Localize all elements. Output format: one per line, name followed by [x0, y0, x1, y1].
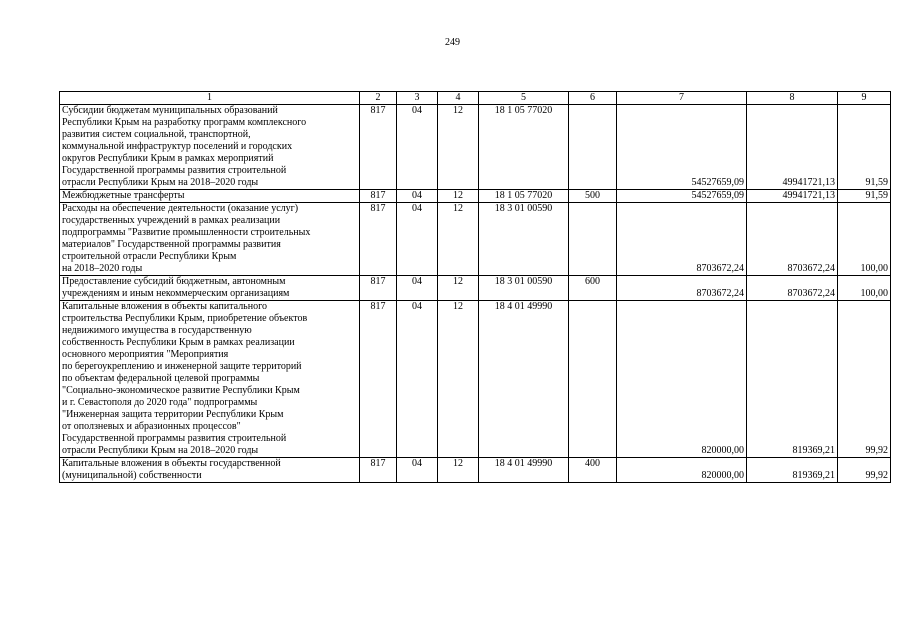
target-article-code: 18 4 01 49990: [479, 458, 569, 483]
header-col-4: 4: [438, 92, 479, 105]
section-code: 04: [397, 301, 438, 458]
header-row: [60, 92, 891, 105]
header-col-1: 1: [60, 92, 360, 105]
header-col-8: 8: [747, 92, 838, 105]
executed-amount: 8703672,24: [747, 276, 838, 301]
ministry-code: 817: [360, 190, 397, 203]
item-name: Субсидии бюджетам муниципальных образований Республики Крым на разработку программ комплексного развития систем социальной, транспортной, коммунальной инфраструктур поселений и городских округов Республики Крым в рамках мероприятий Государственной программы развития строительной отрасли Республики Крым на 2018–2020 годы: [60, 105, 360, 190]
header-col-2: 2: [360, 92, 397, 105]
execution-percent: 99,92: [838, 301, 891, 458]
subsection-code: 12: [438, 203, 479, 276]
subsection-code: 12: [438, 301, 479, 458]
header-col-3: 3: [397, 92, 438, 105]
execution-percent: 99,92: [838, 458, 891, 483]
table-row: [60, 203, 891, 276]
header-col-5: 5: [479, 92, 569, 105]
table-row: [60, 458, 891, 483]
ministry-code: 817: [360, 203, 397, 276]
expense-type-code: [569, 203, 617, 276]
table-row: [60, 301, 891, 458]
section-code: 04: [397, 276, 438, 301]
execution-percent: 100,00: [838, 276, 891, 301]
planned-amount: 8703672,24: [617, 203, 747, 276]
item-name: Капитальные вложения в объекты капитального строительства Республики Крым, приобретение объектов недвижимого имущества в государственную собственность Республики Крым в рамках реализации основного мероприятия "Мероприятия по берегоукреплению и инженерной защите территорий по объектам федеральной целевой программы "Социально-экономическое развитие Республики Крым и г. Севастополя до 2020 года" подпрограммы "Инженерная защита территории Республики Крым от оползневых и абразионных процессов" Государственной программы развития строительной отрасли Республики Крым на 2018–2020 годы: [60, 301, 360, 458]
target-article-code: 18 4 01 49990: [479, 301, 569, 458]
execution-percent: 100,00: [838, 203, 891, 276]
expense-type-code: 400: [569, 458, 617, 483]
executed-amount: 819369,21: [747, 301, 838, 458]
target-article-code: 18 3 01 00590: [479, 276, 569, 301]
header-col-9: 9: [838, 92, 891, 105]
expense-type-code: [569, 105, 617, 190]
target-article-code: 18 1 05 77020: [479, 105, 569, 190]
ministry-code: 817: [360, 301, 397, 458]
ministry-code: 817: [360, 105, 397, 190]
planned-amount: 54527659,09: [617, 190, 747, 203]
execution-percent: 91,59: [838, 105, 891, 190]
item-name: Предоставление субсидий бюджетным, автономным учреждениям и иным некоммерческим организациям: [60, 276, 360, 301]
ministry-code: 817: [360, 276, 397, 301]
section-code: 04: [397, 203, 438, 276]
subsection-code: 12: [438, 458, 479, 483]
executed-amount: 49941721,13: [747, 190, 838, 203]
target-article-code: 18 1 05 77020: [479, 190, 569, 203]
item-name: Межбюджетные трансферты: [60, 190, 360, 203]
section-code: 04: [397, 458, 438, 483]
section-code: 04: [397, 190, 438, 203]
table-row: [60, 105, 891, 190]
page-number: 249: [445, 37, 460, 48]
planned-amount: 54527659,09: [617, 105, 747, 190]
subsection-code: 12: [438, 105, 479, 190]
expense-type-code: 600: [569, 276, 617, 301]
executed-amount: 8703672,24: [747, 203, 838, 276]
budget-table: [59, 91, 891, 483]
expense-type-code: 500: [569, 190, 617, 203]
execution-percent: 91,59: [838, 190, 891, 203]
table-row: [60, 190, 891, 203]
table-row: [60, 276, 891, 301]
executed-amount: 49941721,13: [747, 105, 838, 190]
target-article-code: 18 3 01 00590: [479, 203, 569, 276]
subsection-code: 12: [438, 276, 479, 301]
planned-amount: 820000,00: [617, 301, 747, 458]
executed-amount: 819369,21: [747, 458, 838, 483]
expense-type-code: [569, 301, 617, 458]
header-col-6: 6: [569, 92, 617, 105]
section-code: 04: [397, 105, 438, 190]
planned-amount: 820000,00: [617, 458, 747, 483]
item-name: Расходы на обеспечение деятельности (оказание услуг) государственных учреждений в рамках реализации подпрограммы "Развитие промышленности строительных материалов" Государственной программы развития строительной отрасли Республики Крым на 2018–2020 годы: [60, 203, 360, 276]
ministry-code: 817: [360, 458, 397, 483]
item-name: Капитальные вложения в объекты государственной (муниципальной) собственности: [60, 458, 360, 483]
planned-amount: 8703672,24: [617, 276, 747, 301]
subsection-code: 12: [438, 190, 479, 203]
header-col-7: 7: [617, 92, 747, 105]
